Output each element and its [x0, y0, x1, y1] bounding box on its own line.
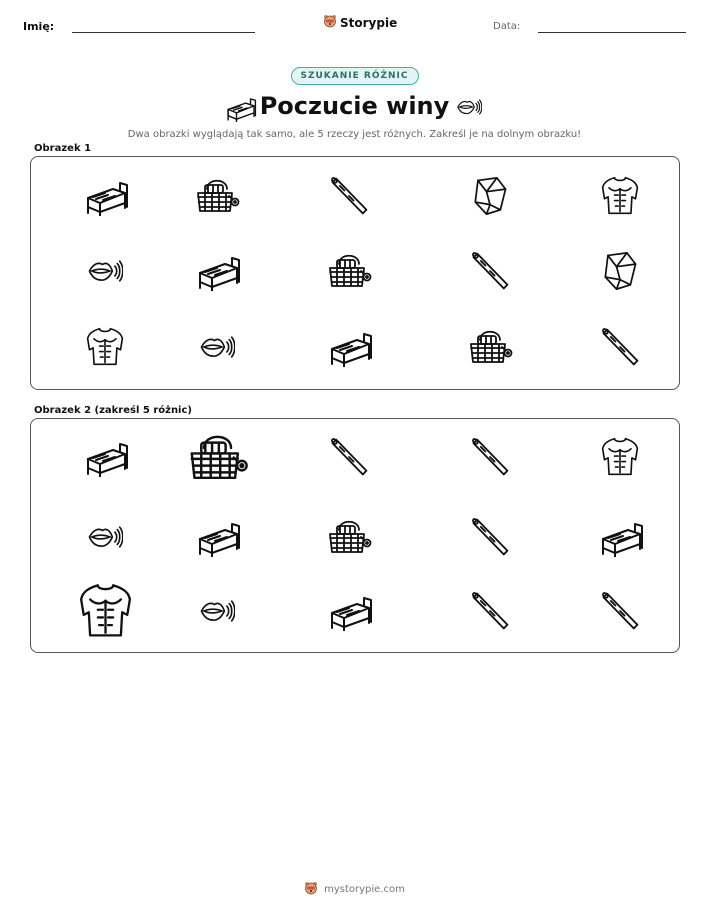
name-label: Imię:: [23, 20, 55, 33]
stick-icon: [598, 325, 642, 369]
footer-url: mystorypie.com: [324, 884, 405, 895]
torso-icon[interactable]: [599, 435, 641, 479]
torso-icon: [599, 174, 641, 218]
rock-icon: [601, 249, 639, 293]
mouth-icon[interactable]: [199, 597, 235, 625]
bed-icon[interactable]: [596, 517, 644, 557]
footer: [0, 881, 709, 898]
mouth-icon: [456, 97, 482, 121]
bed-icon[interactable]: [81, 437, 129, 477]
date-label: Data:: [493, 21, 521, 32]
basket-icon: [193, 175, 241, 217]
mouth-icon: [87, 257, 123, 285]
torso-icon[interactable]: [76, 580, 135, 642]
category-badge: SZUKANIE RÓŻNIC: [290, 67, 418, 85]
stick-icon[interactable]: [468, 515, 512, 559]
basket-icon[interactable]: [325, 516, 373, 558]
mouth-icon[interactable]: [87, 523, 123, 551]
brand-name: Storypie: [340, 15, 398, 30]
basket-icon: [466, 326, 514, 368]
brand-logo: [323, 14, 397, 31]
page-title: Poczucie winy: [259, 92, 450, 120]
bear-icon: [323, 14, 337, 31]
stick-icon: [327, 174, 371, 218]
rock-icon: [471, 174, 509, 218]
bed-icon[interactable]: [193, 517, 241, 557]
mouth-icon: [199, 333, 235, 361]
basket-icon: [325, 250, 373, 292]
bed-icon: [81, 176, 129, 216]
picture1-label: Obrazek 1: [34, 143, 92, 154]
date-line[interactable]: [538, 32, 686, 33]
stick-icon[interactable]: [468, 435, 512, 479]
stick-icon[interactable]: [598, 589, 642, 633]
name-line[interactable]: [72, 32, 255, 33]
bear-icon: [304, 881, 318, 898]
picture2-label: Obrazek 2 (zakreśl 5 różnic): [34, 405, 192, 416]
instructions: Dwa obrazki wyglądają tak samo, ale 5 rzeczy jest różnych. Zakreśl je na dolnym obrazku!: [127, 129, 582, 140]
bed-icon: [193, 251, 241, 291]
stick-icon[interactable]: [468, 589, 512, 633]
basket-icon[interactable]: [185, 429, 250, 486]
bed-icon[interactable]: [325, 591, 373, 631]
bed-icon: [325, 327, 373, 367]
stick-icon: [468, 249, 512, 293]
stick-icon[interactable]: [327, 435, 371, 479]
torso-icon: [84, 325, 126, 369]
